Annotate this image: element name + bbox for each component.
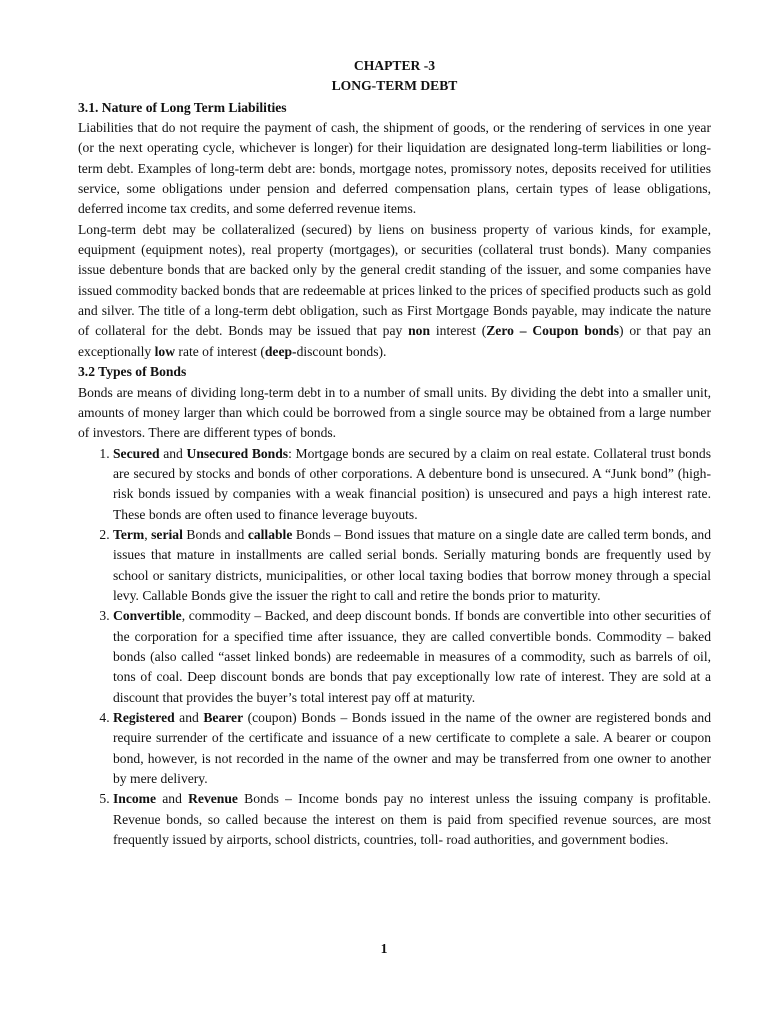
- para2-bold-deep: deep-: [264, 343, 297, 359]
- item-text: , commodity – Backed, and deep discount bonds. If bonds are convertible into other securities of the corporation for a specified time after issuance, they are called convertible bonds. Commodity – baked bonds (also called “asset linked bonds) are redeemable in measures of a commodity, such as barrels of oil, tons of coal. Deep discount bonds are bonds that pay exceptionally low rate of interest. They are sold at a discount that provides the buyer’s total interest pay off at maturity.: [113, 608, 711, 705]
- list-item-term-serial-callable: [113, 525, 711, 606]
- para2-bold-non: non: [408, 323, 431, 339]
- document-page: [78, 56, 711, 850]
- item-text: ,: [144, 526, 152, 542]
- list-item-secured: [113, 444, 711, 525]
- para2-text-d: ) or that pay an exceptionally: [78, 323, 711, 359]
- bond-types-list: [78, 444, 711, 851]
- paragraph-nature-1: Liabilities that do not require the payment of cash, the shipment of goods, or the rendering of services in one year (or the next operating cycle, whichever is longer) for their liquidation are designated long-term liabilities or long-term debt. Examples of long-term debt are: bonds, mortgage notes, promissory notes, deposits received for utilities service, some obligations under pension and deferred compensation plans, certain types of lease obligations, deferred income tax credits, and some deferred revenue items.: [78, 120, 711, 217]
- paragraph-nature-2: [78, 220, 711, 362]
- item-bold: Unsecured Bonds: [186, 445, 289, 461]
- item-text: and: [174, 710, 204, 725]
- item-text: (coupon) Bonds – Bonds issued in the name of the owner are registered bonds and require surrender of the certificate and issuance of a new certificate to complete a sale. A bearer or coupon bond, however, is not recorded in the name of the owner and may be transferred from one owner to another by mere delivery.: [113, 710, 711, 787]
- item-bold: Income: [113, 791, 157, 807]
- item-bold: Bearer: [203, 710, 244, 725]
- item-text: and: [156, 791, 189, 807]
- item-text: and: [159, 445, 187, 461]
- item-bold: Term: [113, 526, 145, 542]
- section-heading-3-1: 3.1. Nature of Long Term Liabilities: [78, 99, 287, 115]
- chapter-label: CHAPTER -3: [353, 58, 436, 73]
- section-heading-3-2: 3.2 Types of Bonds: [78, 364, 187, 380]
- para2-text-f: discount bonds).: [296, 343, 387, 359]
- item-text: Bonds – Income bonds pay no interest unless the issuing company is profitable. Revenue bonds, so called because the interest on them is paid from specified revenue sources, are most frequently issued by airports, school districts, countries, toll- road authorities, and government bodies.: [113, 791, 711, 848]
- item-text: : Mortgage bonds are secured by a claim on real estate. Collateral trust bonds are secured by stocks and bonds of other corporations. A debenture bond is unsecured. A “Junk bond” (high-risk bonds issued by companies with a weak financial position) is unsecured and pays a high interest rate. These bonds are often used to finance leverage buyouts.: [113, 445, 711, 522]
- chapter-title: LONG-TERM DEBT: [331, 78, 458, 94]
- item-bold: Secured: [113, 445, 160, 461]
- para2-text-a: Long-term debt may be collateralized (secured) by liens on business property of various kinds, for example, equipment (equipment notes), real property (mortgages), or securities (collateral trust bonds). Many companies issue debenture bonds that are backed only by the general credit standing of the issuer, and some companies have issued commodity backed bonds that are redeemable at prices linked to the prices of specified products such as gold and silver. The title of a long-term debt obligation, such as First Mortgage Bonds payable, may indicate the nature of collateral for the debt. Bonds may be issued that pay: [78, 221, 711, 339]
- item-bold: Revenue: [188, 791, 238, 807]
- para2-bold-low: low: [154, 343, 176, 359]
- page-number: 1: [380, 941, 388, 956]
- item-bold: Registered: [113, 710, 175, 725]
- list-item-income-revenue: [113, 789, 711, 850]
- list-item-registered-bearer: [113, 708, 711, 789]
- item-text: Bonds and: [182, 526, 248, 542]
- paragraph-types-intro: Bonds are means of dividing long-term debt in to a number of small units. By dividing the debt into a smaller unit, amounts of money larger than which could be borrowed from a single source may be obtained from a large number of investors. There are different types of bonds.: [78, 384, 711, 441]
- item-text: Bonds – Bond issues that mature on a single date are called term bonds, and issues that mature in installments are called serial bonds. Serially maturing bonds are frequently used by school or sanitary districts, municipalities, or other local taxing bodies that borrow money through a special levy. Callable Bonds give the issuer the right to call and retire the bonds prior to maturity.: [113, 526, 712, 603]
- para2-bold-zero-coupon: Zero – Coupon bonds: [486, 323, 620, 339]
- item-bold: callable: [247, 526, 293, 542]
- para2-text-c: interest (: [430, 323, 487, 339]
- item-bold: Convertible: [113, 608, 182, 624]
- item-bold: serial: [151, 526, 183, 542]
- list-item-convertible: [113, 606, 711, 708]
- para2-text-e: rate of interest (: [175, 343, 265, 359]
